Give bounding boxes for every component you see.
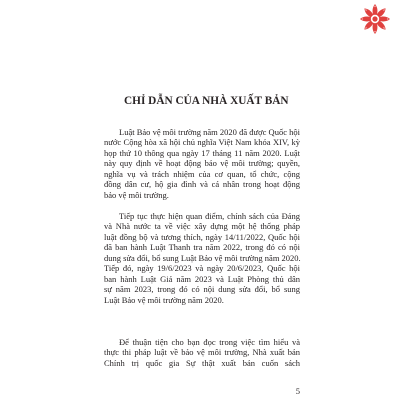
paragraph-line: nước Cộng hòa xã hội chủ nghĩa Việt Nam khóa XIV, kỳ: [104, 137, 300, 148]
paragraph-2: [104, 211, 300, 305]
paragraph-line: Luật Bảo vệ môi trường năm 2020.: [104, 294, 224, 305]
paragraph-3: [104, 337, 300, 368]
paragraph-line: ban hành Luật Giá năm 2023 và Luật Phòng thủ dân: [104, 273, 300, 284]
paragraph-line: luật đồng bộ và tương thích, ngày 14/11/2022, Quốc hội: [104, 231, 300, 242]
paragraph-line: đã ban hành Luật Thanh tra năm 2022, trong đó có nội: [104, 242, 300, 253]
paragraph-line: đồng dân cư, hộ gia đình và cá nhân trong hoạt động: [104, 179, 300, 190]
paragraph-line: và Nhà nước ta về việc xây dựng một hệ thống pháp: [104, 221, 300, 232]
paragraph-line: thực thi pháp luật về bảo vệ môi trường, Nhà xuất bản: [104, 347, 300, 358]
flower-ornament-icon: [358, 2, 392, 36]
paragraph-line: sự năm 2023, trong đó có nội dung sửa đổi, bổ sung: [104, 284, 300, 295]
paragraph-line: Chính trị quốc gia Sự thật xuất bản cuốn sách: [104, 357, 300, 368]
paragraph-line: Tiếp đó, ngày 19/6/2023 và ngày 20/6/2023, Quốc hội: [104, 263, 300, 274]
paragraph-1: [104, 127, 300, 200]
paragraph-line: Tiếp tục thực hiện quan điểm, chính sách của Đảng: [119, 211, 300, 221]
paragraph-line: dung sửa đổi, bổ sung Luật Bảo vệ môi trường năm 2020.: [104, 252, 301, 263]
page-heading: CHỈ DẪN CỦA NHÀ XUẤT BẢN: [124, 95, 289, 107]
paragraph-line: Luật Bảo vệ môi trường năm 2020 đã được Quốc hội: [119, 127, 300, 137]
paragraph-line: bảo vệ môi trường.: [104, 189, 169, 200]
paragraph-line: Để thuận tiện cho bạn đọc trong việc tìm hiểu và: [119, 337, 300, 347]
paragraph-line: nghĩa vụ và trách nhiệm của cơ quan, tổ chức, cộng: [104, 168, 300, 179]
paragraph-line: họp thứ 10 thông qua ngày 17 tháng 11 năm 2020. Luật: [104, 147, 300, 158]
page-number: 5: [295, 386, 300, 396]
paragraph-line: này quy định về hoạt động bảo vệ môi trường; quyền,: [104, 158, 300, 169]
